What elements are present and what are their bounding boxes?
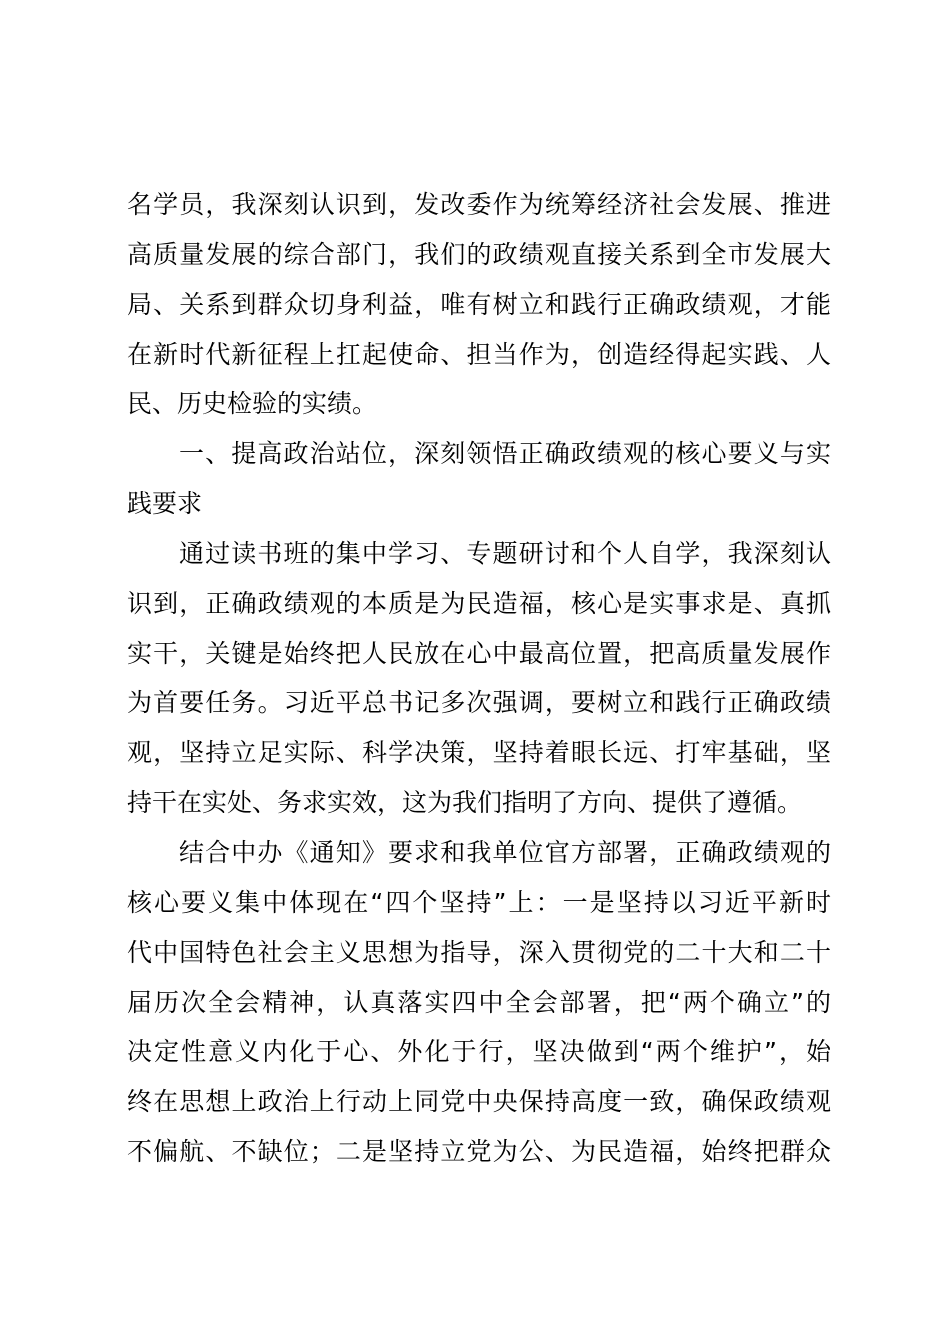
text-line: 通过读书班的集中学习、专题研讨和个人自学，我深刻认 (179, 538, 831, 568)
text-line: 名学员，我深刻认识到，发改委作为统筹经济社会发展、推进 (127, 190, 831, 219)
text-line: 决定性意义内化于心、外化于行，坚决做到“两个维护”，始 (127, 1037, 831, 1067)
text-line: 实干，关键是始终把人民放在心中最高位置，把高质量发展作 (127, 638, 831, 668)
text-line: 局、关系到群众切身利益，唯有树立和践行正确政绩观，才能 (127, 289, 831, 319)
heading-line: 践要求 (127, 489, 203, 519)
text-line: 终在思想上政治上行动上同党中央保持高度一致，确保政绩观 (127, 1087, 831, 1117)
text-line: 高质量发展的综合部门，我们的政绩观直接关系到全市发展大 (127, 239, 831, 269)
text-line: 代中国特色社会主义思想为指导，深入贯彻党的二十大和二十 (127, 937, 831, 967)
text-line: 届历次全会精神，认真落实四中全会部署，把“两个确立”的 (127, 987, 831, 1017)
text-line: 民、历史检验的实绩。 (127, 389, 378, 419)
heading-line: 一、提高政治站位，深刻领悟正确政绩观的核心要义与实 (179, 439, 831, 469)
text-line: 不偏航、不缺位；二是坚持立党为公、为民造福，始终把群众 (127, 1137, 831, 1167)
text-line: 核心要义集中体现在“四个坚持”上：一是坚持以习近平新时 (127, 887, 831, 917)
text-line: 识到，正确政绩观的本质是为民造福，核心是实事求是、真抓 (127, 588, 831, 618)
paragraph-study-insight (127, 529, 831, 828)
document-body (127, 180, 831, 1177)
text-line: 持干在实处、务求实效，这为我们指明了方向、提供了遵循。 (127, 788, 803, 818)
text-line: 为首要任务。习近平总书记多次强调，要树立和践行正确政绩 (127, 688, 831, 718)
text-line: 结合中办《通知》要求和我单位官方部署，正确政绩观的 (179, 837, 831, 867)
paragraph-four-persistences (127, 828, 831, 1177)
section-heading-1 (127, 429, 831, 529)
paragraph-intro-continuation (127, 180, 831, 429)
text-line: 观，坚持立足实际、科学决策，坚持着眼长远、打牢基础，坚 (127, 738, 831, 768)
text-line: 在新时代新征程上扛起使命、担当作为，创造经得起实践、人 (127, 339, 831, 369)
